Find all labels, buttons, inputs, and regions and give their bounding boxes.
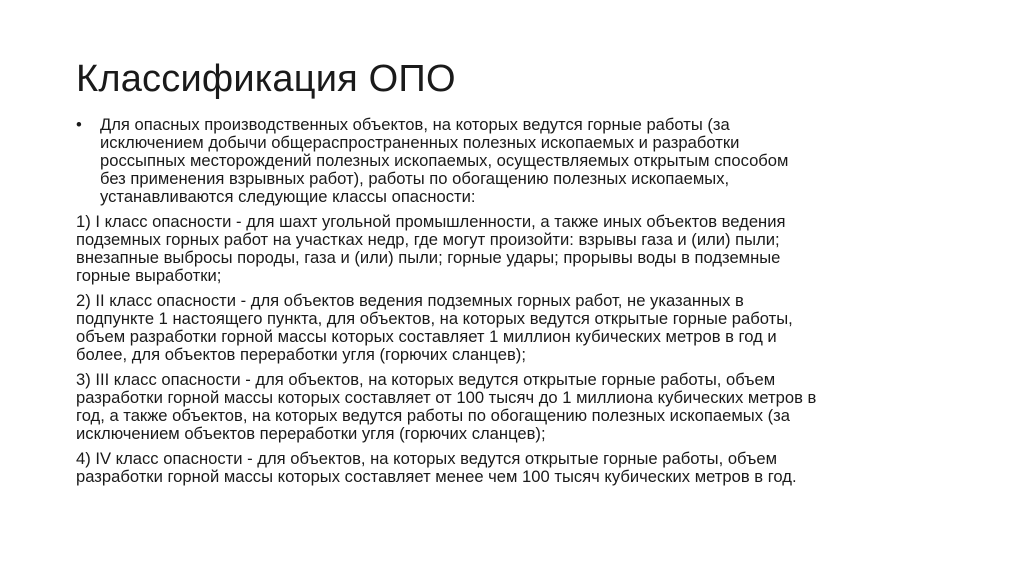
text-line: устанавливаются следующие классы опасности: [100,187,476,206]
slide-title: Классификация ОПО [76,58,456,100]
bullet-text [100,116,948,206]
paragraph-class-2 [76,292,948,364]
text-line: горные выработки; [76,266,222,285]
text-line: подземных горных работ на участках недр, где могут произойти: взрывы газа и (или) пыли; [76,230,780,249]
text-line: исключением объектов переработки угля (горючих сланцев); [76,424,546,443]
text-line: без применения взрывных работ), работы по обогащению полезных ископаемых, [100,169,730,188]
slide-content [76,116,948,493]
bullet-marker: • [76,115,82,134]
text-line: подпункте 1 настоящего пункта, для объектов, на которых ведутся открытые горные работы, [76,309,793,328]
bullet-intro [76,116,948,206]
text-line: более, для объектов переработки угля (горючих сланцев); [76,345,526,364]
text-line: исключением добычи общераспространенных полезных ископаемых и разработки [100,133,740,152]
text-line: Для опасных производственных объектов, на которых ведутся горные работы (за [100,115,730,134]
text-line: 3) III класс опасности - для объектов, на которых ведутся открытые горные работы, объем [76,370,776,389]
text-line: россыпных месторождений полезных ископаемых, осуществляемых открытым способом [100,151,789,170]
paragraph-class-1 [76,213,948,285]
paragraph-class-3 [76,371,948,443]
paragraph-class-4 [76,450,948,486]
text-line: объем разработки горной массы которых составляет 1 миллион кубических метров в год и [76,327,777,346]
text-line: 2) II класс опасности - для объектов ведения подземных горных работ, не указанных в [76,291,744,310]
text-line: внезапные выбросы породы, газа и (или) пыли; горные удары; прорывы воды в подземные [76,248,781,267]
text-line: разработки горной массы которых составляет от 100 тысяч до 1 миллиона кубических метров в [76,388,817,407]
text-line: 1) I класс опасности - для шахт угольной промышленности, а также иных объектов ведения [76,212,786,231]
text-line: год, а также объектов, на которых ведутся работы по обогащению полезных ископаемых (за [76,406,790,425]
text-line: 4) IV класс опасности - для объектов, на которых ведутся открытые горные работы, объем [76,449,778,468]
text-line: разработки горной массы которых составляет менее чем 100 тысяч кубических метров в год. [76,467,797,486]
